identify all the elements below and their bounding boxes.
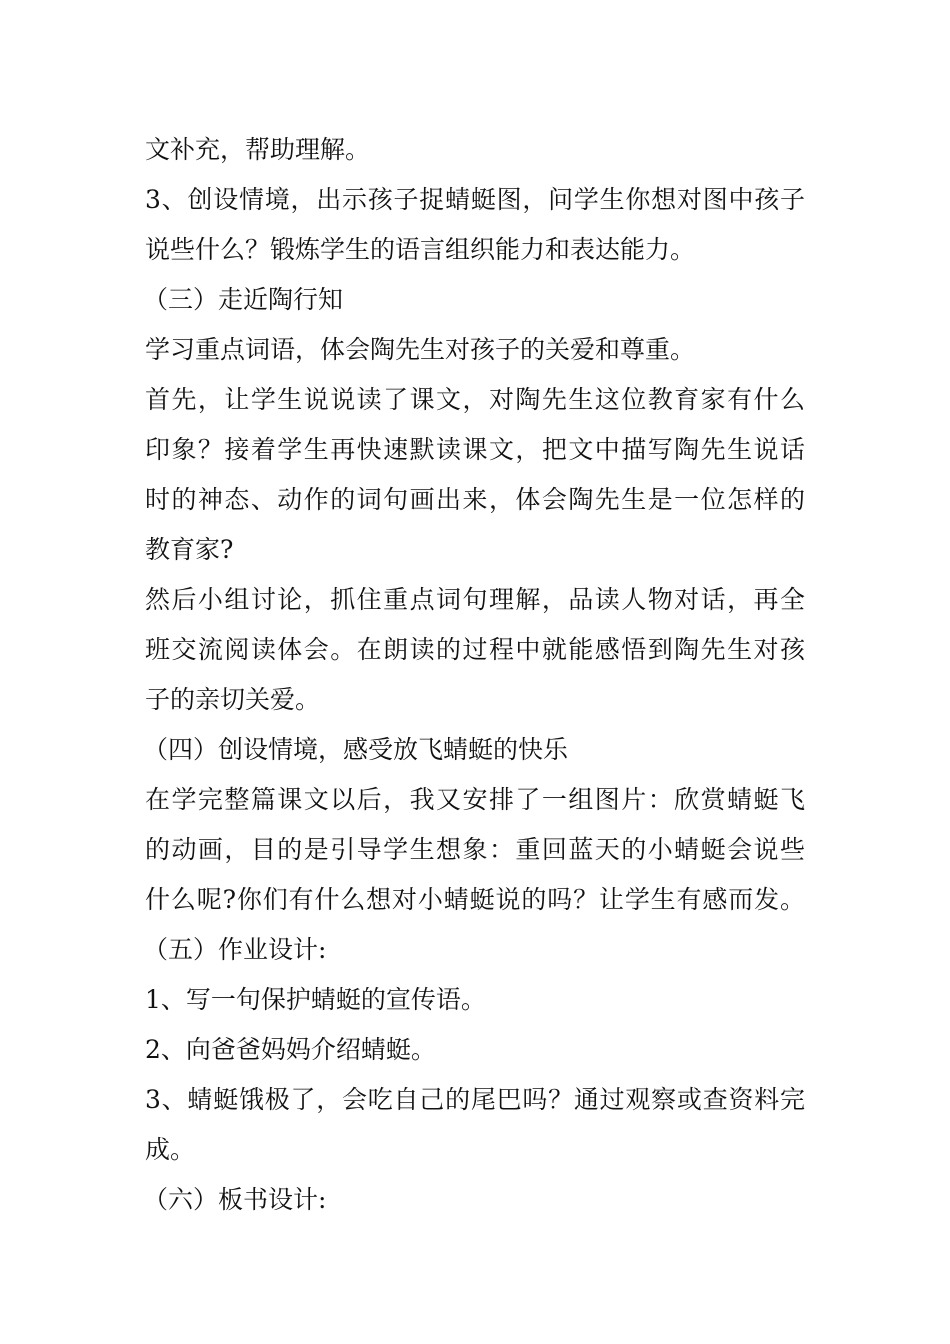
text-line: 班交流阅读体会。在朗读的过程中就能感悟到陶先生对孩 [145,635,805,664]
text-line: 在学完整篇课文以后，我又安排了一组图片：欣赏蜻蜓飞 [145,785,805,814]
section-heading: （六）板书设计: [143,1185,327,1214]
text-line: 学习重点词语，体会陶先生对孩子的关爱和尊重。 [145,335,696,364]
section-heading: （五）作业设计: [143,935,327,964]
text-line: 文补充，帮助理解。 [145,135,371,164]
section-heading: （四）创设情境，感受放飞蜻蜓的快乐 [143,735,569,764]
text-line: 然后小组讨论，抓住重点词句理解，品读人物对话，再全 [145,585,805,614]
text-line: 3、蜻蜓饿极了，会吃自己的尾巴吗？通过观察或查资料完 [145,1085,805,1114]
text-line: 的动画，目的是引导学生想象：重回蓝天的小蜻蜓会说些 [145,835,805,864]
text-line: 什么呢?你们有什么想对小蜻蜓说的吗？让学生有感而发。 [145,885,805,914]
text-line: 成。 [145,1135,196,1164]
section-heading: （三）走近陶行知 [143,285,344,314]
text-line: 说些什么？锻炼学生的语言组织能力和表达能力。 [145,235,696,264]
text-line: 教育家? [145,535,234,564]
text-line: 首先，让学生说说读了课文，对陶先生这位教育家有什么 [145,385,805,414]
text-line: 子的亲切关爱。 [145,685,321,714]
text-line: 1、写一句保护蜻蜓的宣传语。 [145,985,486,1014]
text-line: 印象？接着学生再快速默读课文，把文中描写陶先生说话 [145,435,805,464]
text-line: 时的神态、动作的词句画出来，体会陶先生是一位怎样的 [145,485,805,514]
text-line: 2、向爸爸妈妈介绍蜻蜓。 [145,1035,436,1064]
text-line: 3、创设情境，出示孩子捉蜻蜓图，问学生你想对图中孩子 [145,185,805,214]
